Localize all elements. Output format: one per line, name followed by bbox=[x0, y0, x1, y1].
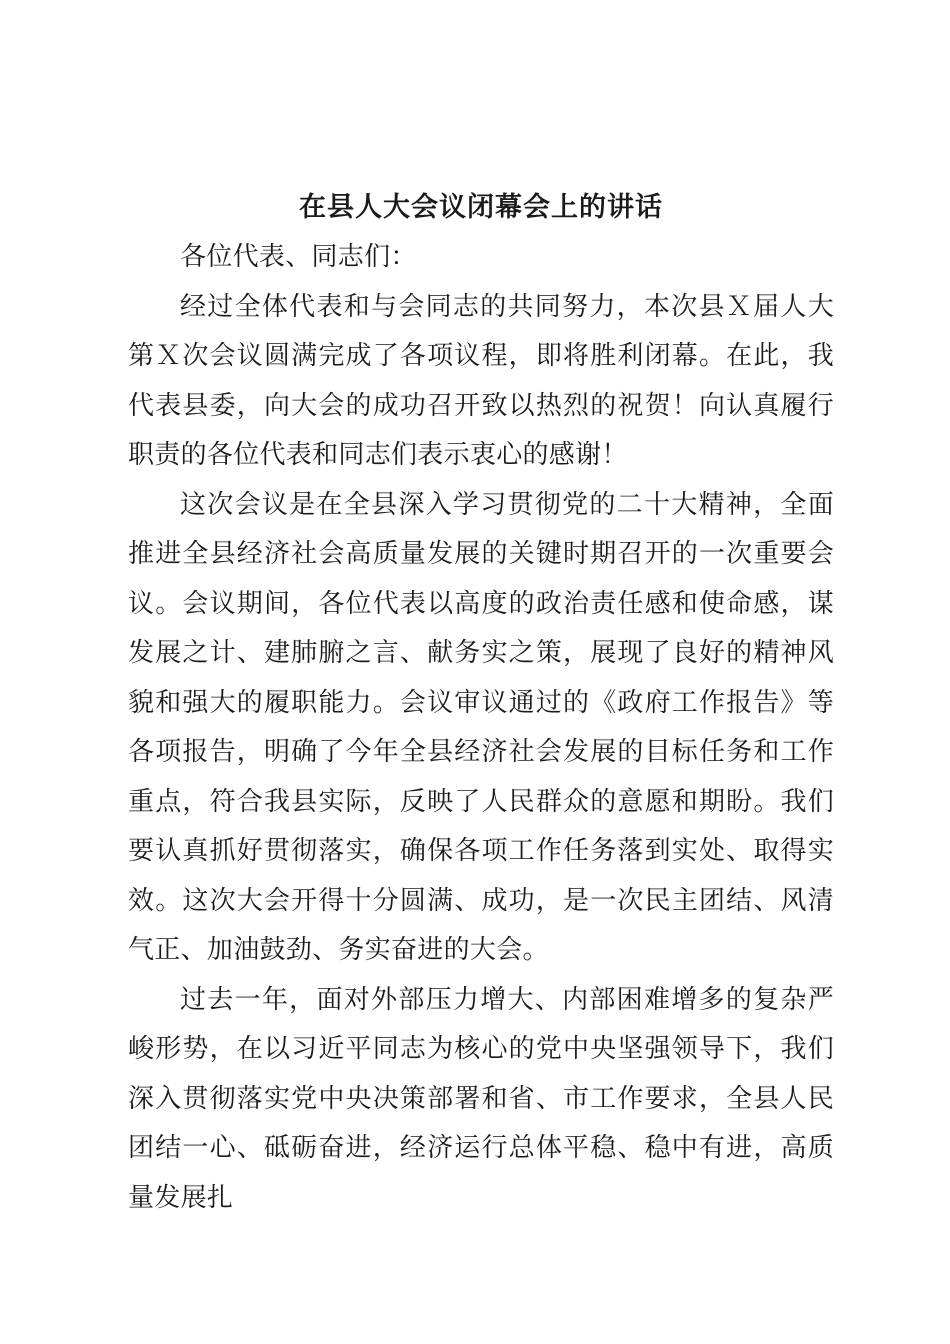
paragraph-1: 经过全体代表和与会同志的共同努力，本次县Ｘ届人大第Ｘ次会议圆满完成了各项议程，即将胜利闭幕。在此，我代表县委，向大会的成功召开致以热烈的祝贺！向认真履行职责的各位代表和同志们表示衷心的感谢！ bbox=[128, 291, 834, 470]
paragraph-3: 过去一年，面对外部压力增大、内部困难增多的复杂严峻形势，在以习近平同志为核心的党中央坚强领导下，我们深入贯彻落实党中央决策部署和省、市工作要求，全县人民团结一心、砥砺奋进，经济运行总体平稳、稳中有进，高质量发展扎 bbox=[128, 984, 834, 1213]
document-page bbox=[128, 184, 834, 1223]
salutation: 各位代表、同志们： bbox=[180, 242, 417, 272]
paragraph-2: 这次会议是在全县深入学习贯彻党的二十大精神，全面推进全县经济社会高质量发展的关键时期召开的一次重要会议。会议期间，各位代表以高度的政治责任感和使命感，谋发展之计、建肺腑之言、献务实之策，展现了良好的精神风貌和强大的履职能力。会议审议通过的《政府工作报告》等各项报告，明确了今年全县经济社会发展的目标任务和工作重点，符合我县实际，反映了人民群众的意愿和期盼。我们要认真抓好贯彻落实，确保各项工作任务落到实处、取得实效。这次大会开得十分圆满、成功，是一次民主团结、风清气正、加油鼓劲、务实奋进的大会。 bbox=[128, 489, 834, 965]
document-title: 在县人大会议闭幕会上的讲话 bbox=[299, 192, 663, 223]
